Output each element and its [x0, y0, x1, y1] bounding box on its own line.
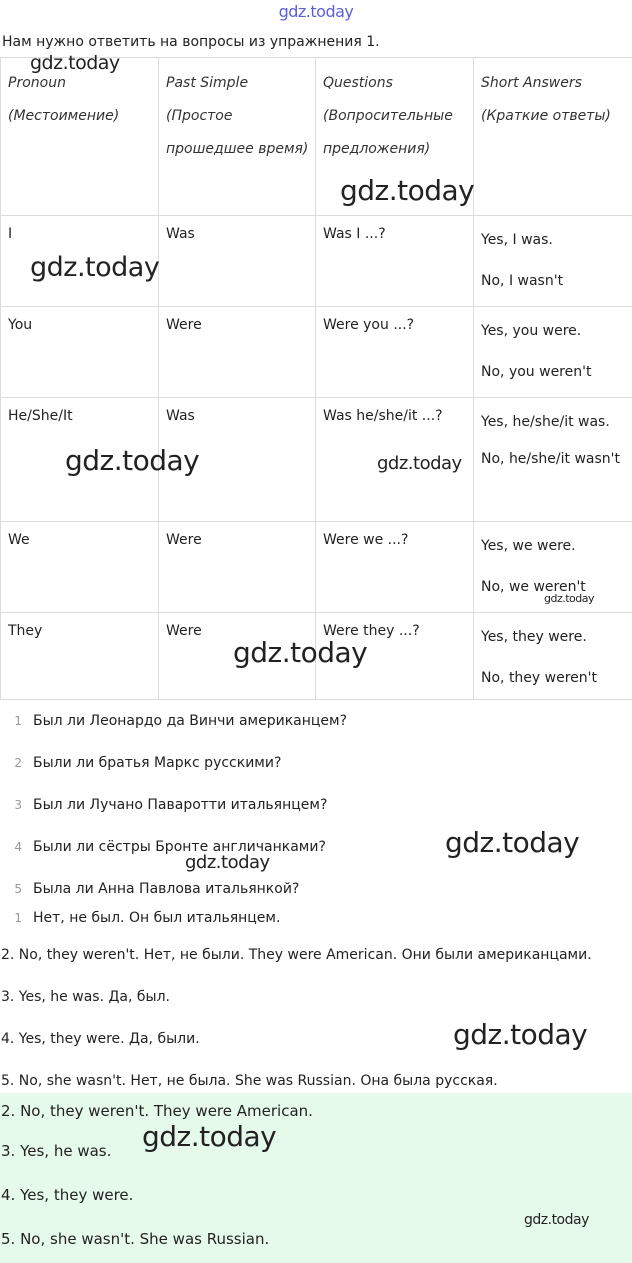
watermark: gdz.today [445, 826, 580, 859]
header-cell: Questions (Вопросительные предложения) [316, 58, 474, 216]
list-number: 1 [14, 714, 22, 728]
question-text: Были ли сёстры Бронте англичанками? [33, 839, 326, 855]
short-answers-cell: Yes, I was. No, I wasn't [474, 216, 632, 307]
question-cell: Were we ...? [316, 522, 474, 613]
list-number: 3 [14, 798, 22, 812]
watermark: gdz.today [377, 453, 462, 474]
highlighted-answer: 5. No, she wasn't. She was Russian. [1, 1230, 270, 1248]
answer-line: 2. No, they weren't. Нет, не были. They were American. Они были американцами. [1, 947, 592, 963]
header-cell: Short Answers (Краткие ответы) [474, 58, 632, 216]
answers-list [0, 902, 632, 1102]
past-cell: Were [159, 522, 316, 613]
highlighted-answers-box [0, 1093, 632, 1263]
intro-text: Нам нужно ответить на вопросы из упражнения 1. [2, 34, 380, 50]
answer-line: 4. Yes, they were. Да, были. [1, 1031, 200, 1047]
answer-text: Нет, не был. Он был итальянцем. [33, 910, 281, 926]
pronoun-cell: He/She/It [1, 398, 159, 522]
answer-line: 3. Yes, he was. Да, был. [1, 989, 170, 1005]
question-cell: Were you ...? [316, 307, 474, 398]
watermark: gdz.today [453, 1018, 588, 1051]
pronoun-cell: I [1, 216, 159, 307]
question-cell: Was he/she/it ...? [316, 398, 474, 522]
pronoun-cell: We [1, 522, 159, 613]
answer-line: 5. No, she wasn't. Нет, не была. She was Russian. Она была русская. [1, 1073, 498, 1089]
short-answers-cell: Yes, you were. No, you weren't [474, 307, 632, 398]
pronoun-cell: You [1, 307, 159, 398]
short-answers-cell: Yes, he/she/it was. No, he/she/it wasn't [474, 398, 632, 522]
questions-list [0, 700, 632, 910]
short-answers-cell: Yes, they were. No, they weren't [474, 613, 632, 700]
highlighted-answer: 4. Yes, they were. [1, 1186, 134, 1204]
question-text: Был ли Лучано Паваротти итальянцем? [33, 797, 328, 813]
question-text: Была ли Анна Павлова итальянкой? [33, 881, 300, 897]
table-row [1, 307, 632, 398]
question-cell: Was I ...? [316, 216, 474, 307]
past-cell: Were [159, 307, 316, 398]
table-row [1, 522, 632, 613]
watermark: gdz.today [65, 444, 200, 477]
header-cell: Pronoun (Местоимение) [1, 58, 159, 216]
watermark: gdz.today [142, 1120, 277, 1153]
watermark: gdz.today [185, 852, 270, 873]
past-cell: Was [159, 398, 316, 522]
list-item [0, 700, 632, 742]
list-item [0, 784, 632, 826]
short-answers-cell: Yes, we were. No, we weren't [474, 522, 632, 613]
watermark: gdz.today [30, 252, 160, 283]
question-text: Были ли братья Маркс русскими? [33, 755, 282, 771]
highlighted-answer: 3. Yes, he was. [1, 1142, 112, 1160]
list-item [0, 742, 632, 784]
watermark: gdz.today [524, 1212, 589, 1228]
watermark: gdz.today [30, 52, 120, 74]
past-cell: Were [159, 613, 316, 700]
watermark: gdz.today [544, 592, 595, 605]
pronoun-cell: They [1, 613, 159, 700]
list-number: 4 [14, 840, 22, 854]
question-cell: Were they ...? [316, 613, 474, 700]
list-number: 1 [14, 911, 22, 925]
past-cell: Was [159, 216, 316, 307]
list-item [0, 902, 632, 934]
list-number: 2 [14, 756, 22, 770]
question-text: Был ли Леонардо да Винчи американцем? [33, 713, 348, 729]
header-cell: Past Simple (Простое прошедшее время) [159, 58, 316, 216]
watermark: gdz.today [340, 174, 475, 207]
grammar-table [0, 57, 632, 700]
site-logo[interactable]: gdz.today [278, 2, 354, 21]
table-header-row [1, 58, 632, 216]
watermark: gdz.today [233, 636, 368, 669]
list-number: 5 [14, 882, 22, 896]
highlighted-answer: 2. No, they weren't. They were American. [1, 1102, 313, 1120]
